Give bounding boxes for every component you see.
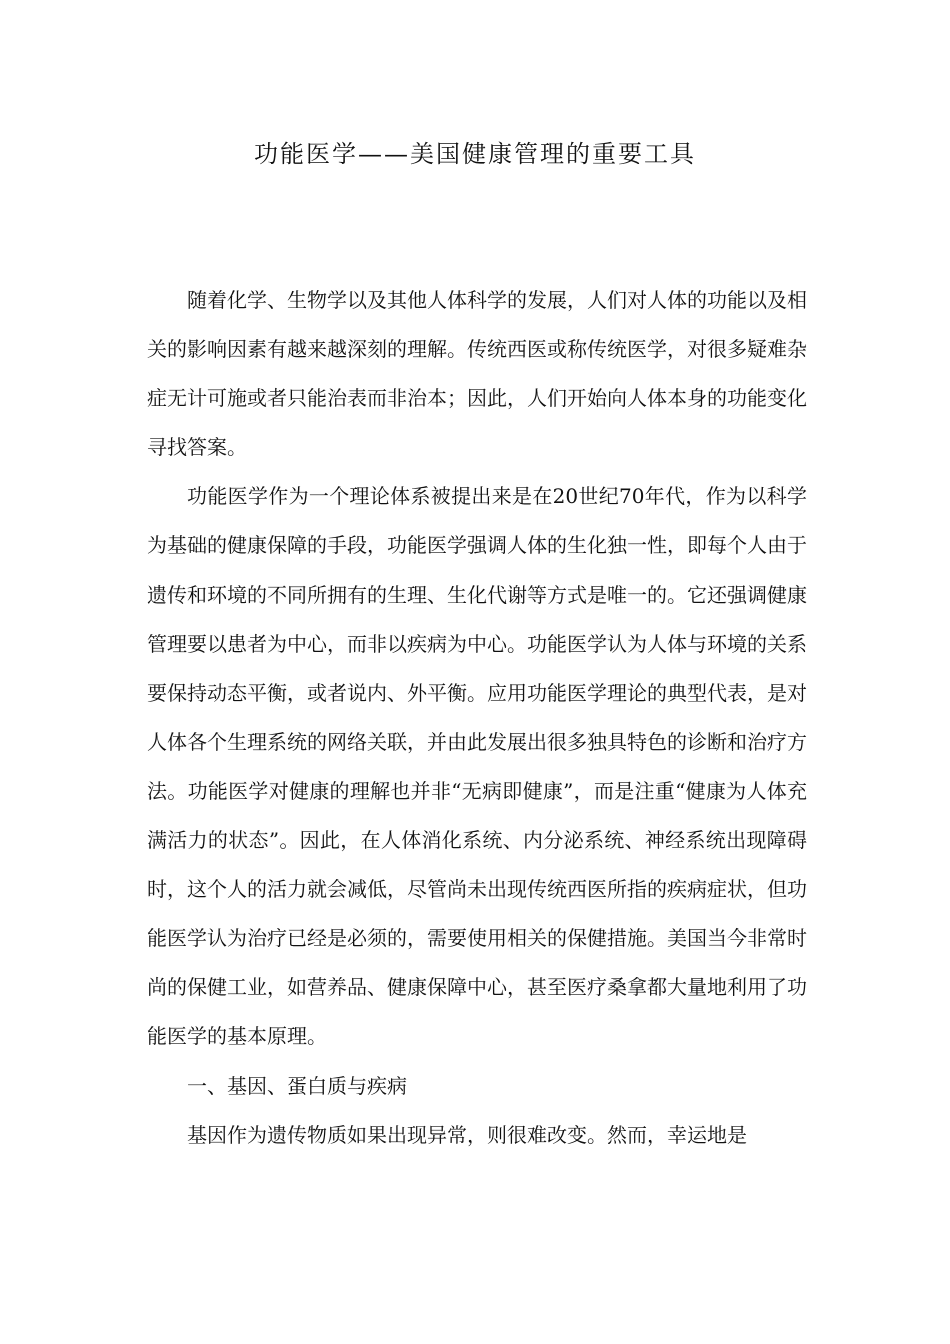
document-title: 功能医学——美国健康管理的重要工具 <box>254 140 696 168</box>
paragraph-genes: 基因作为遗传物质如果出现异常，则很难改变。然而，幸运地是 <box>187 1122 747 1147</box>
paragraph-functional-medicine: 功能医学作为一个理论体系被提出来是在20世纪70年代，作为以科学为基础的健康保障的手段，功能医学强调人体的生化独一性，即每个人由于遗传和环境的不同所拥有的生理、生化代谢等方式是唯一的。它还强调健康管理要以患者为中心，而非以疾病为中心。功能医学认为人体与环境的关系要保持动态平衡，或者说内、外平衡。应用功能医学理论的典型代表，是对人体各个生理系统的网络关联，并由此发展出很多独具特色的诊断和治疗方法。功能医学对健康的理解也并非“无病即健康”，而是注重“健康为人体充满活力的状态”。因此，在人体消化系统、内分泌系统、神经系统出现障碍时，这个人的活力就会减低，尽管尚未出现传统西医所指的疾病症状，但功能医学认为治疗已经是必须的，需要使用相关的保健措施。美国当今非常时尚的保健工业，如营养品、健康保障中心，甚至医疗桑拿都大量地利用了功能医学的基本原理。 <box>147 484 807 1049</box>
document-body <box>147 276 807 1160</box>
paragraph-intro: 随着化学、生物学以及其他人体科学的发展，人们对人体的功能以及相关的影响因素有越来越深刻的理解。传统西医或称传统医学，对很多疑难杂症无计可施或者只能治表而非治本；因此，人们开始向人体本身的功能变化寻找答案。 <box>147 288 807 460</box>
section-heading: 一、基因、蛋白质与疾病 <box>187 1073 407 1098</box>
